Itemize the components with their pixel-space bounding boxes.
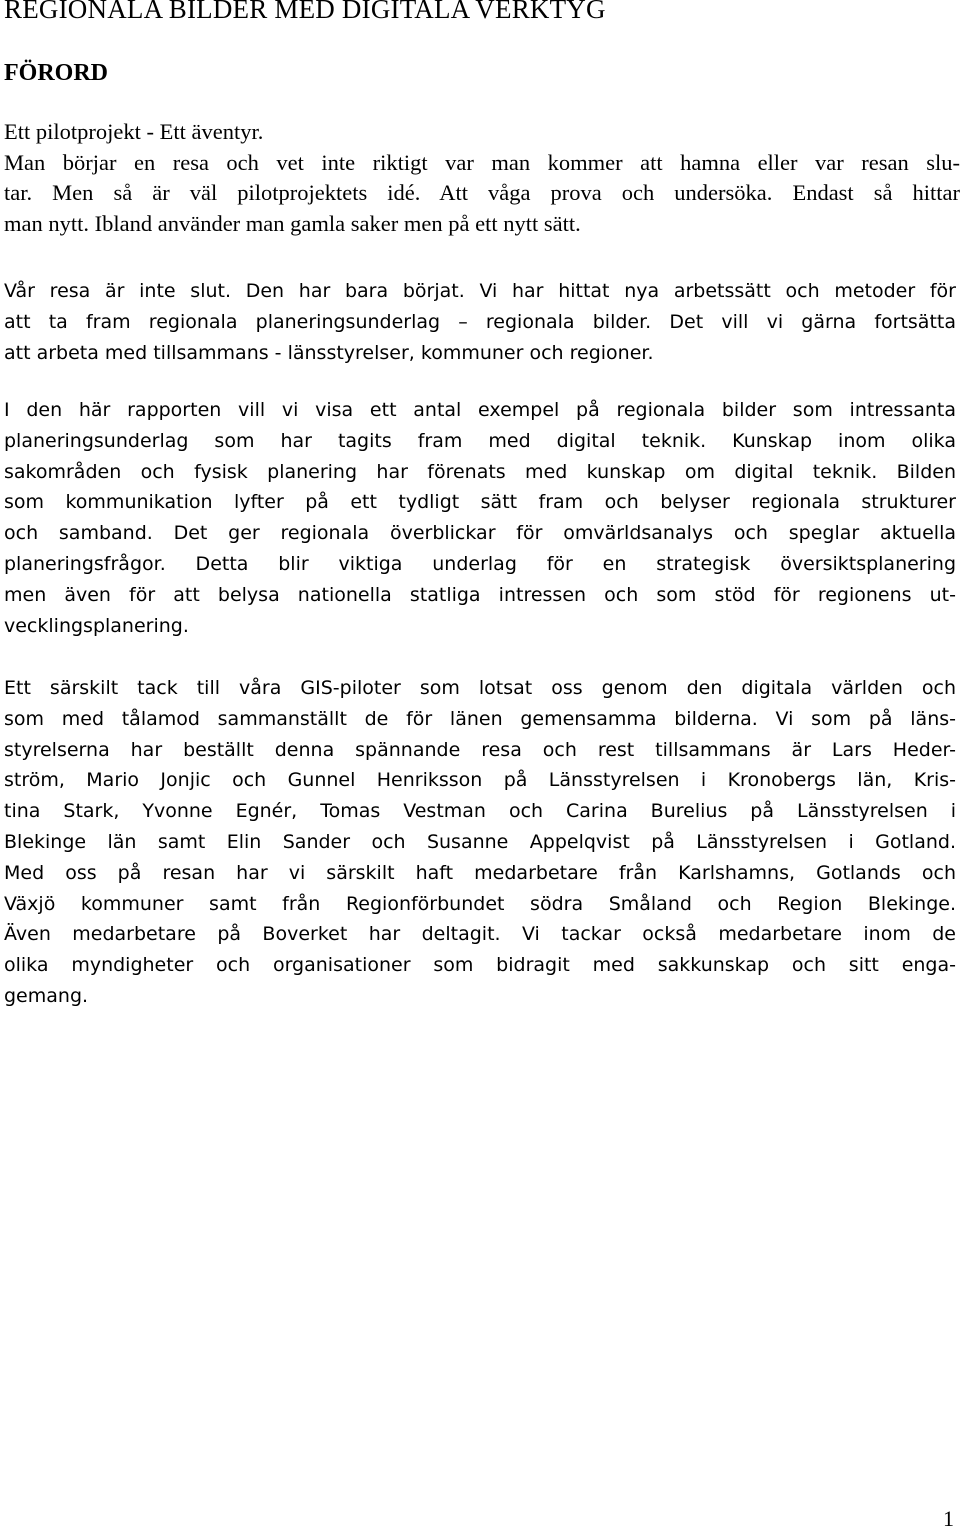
paragraph-line: Blekinge län samt Elin Sander och Susanne Appelqvist på Länsstyrelsen i Gotland. [4,830,956,853]
section-title-forord: FÖRORD [4,60,108,86]
paragraph-report [4,395,956,641]
paragraph-line: olika myndigheter och organisationer som bidragit med sakkunskap och sitt enga- [4,954,956,977]
paragraph-line: I den här rapporten vill vi visa ett antal exempel på regionala bilder som intressanta [4,399,956,421]
paragraph-line: planeringsfrågor. Detta blir viktiga underlag för en strategisk översiktsplanering [4,552,956,575]
paragraph-line: Med oss på resan har vi särskilt haft medarbetare från Karlshamns, Gotlands och [4,861,956,884]
paragraph-line: och samband. Det ger regionala överblickar för omvärldsanalys och speglar aktuella [4,522,956,545]
paragraph-line: sakområden och fysisk planering har förenats med kunskap om digital teknik. Bilden [4,460,956,483]
paragraph-line: ström, Mario Jonjic och Gunnel Henriksson på Länsstyrelsen i Kronobergs län, Kris- [4,769,956,792]
intro-line: man nytt. Ibland använder man gamla saker men på ett nytt sätt. [4,210,581,236]
page-number: 1 [943,1506,954,1531]
paragraph-line: Även medarbetare på Boverket har deltagit. Vi tackar också medarbetare inom de [4,923,956,946]
paragraph-thanks [4,673,956,1012]
paragraph-line: gemang. [4,984,89,1007]
paragraph-line: vecklingsplanering. [4,614,189,637]
paragraph-line: men även för att belysa nationella statliga intressen och som stöd för regionens ut- [4,583,956,606]
paragraph-line: Vår resa är inte slut. Den har bara börjat. Vi har hittat nya arbetssätt och metoder för [4,280,956,302]
paragraph-line: Växjö kommuner samt från Regionförbundet södra Småland och Region Blekinge. [4,892,956,915]
intro-line: Man börjar en resa och vet inte riktigt var man kommer att hamna eller var resan slu- [4,149,960,175]
intro-line: Ett pilotprojekt - Ett äventyr. [4,119,264,144]
paragraph-line: som med tålamod sammanställt de för länen gemensamma bilderna. Vi som på läns- [4,707,956,730]
intro-line: tar. Men så är väl pilotprojektets idé. Att våga prova och undersöka. Endast så hittar [4,180,960,205]
paragraph-line: att arbeta med tillsammans - länsstyrelser, kommuner och regioner. [4,341,654,364]
paragraph-line: styrelserna har beställt denna spännande resa och rest tillsammans är Lars Heder- [4,738,956,761]
paragraph-line: Ett särskilt tack till våra GIS-piloter som lotsat oss genom den digitala världen och [4,677,956,699]
document-title: REGIONALA BILDER MED DIGITALA VERKTYG [4,0,606,24]
intro-paragraph [4,117,960,239]
paragraph-journey [4,276,956,368]
paragraph-line: som kommunikation lyfter på ett tydligt sätt fram och belyser regionala strukturer [4,491,956,514]
paragraph-line: planeringsunderlag som har tagits fram med digital teknik. Kunskap inom olika [4,429,956,452]
paragraph-line: tina Stark, Yvonne Egnér, Tomas Vestman och Carina Burelius på Länsstyrelsen i [4,800,956,823]
paragraph-line: att ta fram regionala planeringsunderlag – regionala bilder. Det vill vi gärna fortsätta [4,310,956,333]
